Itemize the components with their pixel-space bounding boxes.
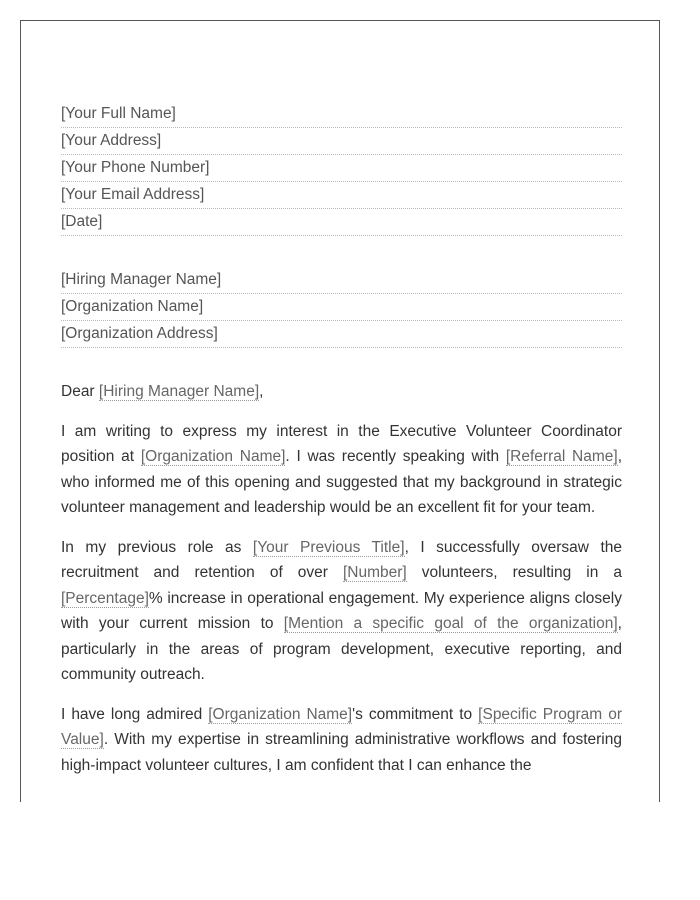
percentage-placeholder[interactable]: [Percentage]: [61, 589, 149, 607]
organization-name-placeholder[interactable]: [Organization Name]: [140, 448, 286, 465]
salutation-name-placeholder[interactable]: [Hiring Manager Name]: [98, 383, 260, 400]
hiring-manager-field[interactable]: [Hiring Manager Name]: [61, 267, 622, 294]
paragraph-text: 's commitment to: [352, 705, 479, 723]
body-paragraph-1: [61, 419, 622, 521]
letter-page: [20, 20, 660, 802]
salutation-prefix: Dear: [61, 383, 99, 400]
previous-title-placeholder[interactable]: [Your Previous Title]: [252, 538, 405, 556]
paragraph-text: , I successfully oversaw the recruitment and retention of over: [61, 538, 622, 581]
salutation: [61, 379, 622, 405]
paragraph-text: In my previous role as: [61, 538, 253, 556]
paragraph-text: . With my expertise in streamlining administrative workflows and fostering high-impact volunteer cultures, I am confident that I can enhance the: [61, 731, 622, 774]
sender-address-field[interactable]: [Your Address]: [61, 128, 622, 155]
sender-phone-field[interactable]: [Your Phone Number]: [61, 155, 622, 182]
paragraph-text: . I was recently speaking with: [285, 448, 506, 465]
paragraph-text: , who informed me of this opening and suggested that my background in strategic volunteer management and leadership would be an excellent fit for your team.: [61, 448, 622, 516]
number-placeholder[interactable]: [Number]: [342, 564, 407, 581]
referral-name-placeholder[interactable]: [Referral Name]: [505, 448, 618, 465]
organization-address-field[interactable]: [Organization Address]: [61, 321, 622, 348]
sender-full-name-field[interactable]: [Your Full Name]: [61, 101, 622, 128]
paragraph-text: volunteers, resulting in a: [406, 564, 622, 581]
sender-block: [61, 101, 622, 236]
salutation-suffix: ,: [259, 383, 264, 400]
recipient-block: [61, 267, 622, 348]
organization-name-placeholder[interactable]: [Organization Name]: [208, 705, 353, 723]
body-paragraph-3: [61, 702, 622, 779]
date-field[interactable]: [Date]: [61, 209, 622, 236]
organization-name-field[interactable]: [Organization Name]: [61, 294, 622, 321]
sender-email-field[interactable]: [Your Email Address]: [61, 182, 622, 209]
paragraph-text: , particularly in the areas of program development, executive reporting, and community outreach.: [61, 615, 622, 683]
paragraph-text: I am writing to express my interest in the Executive Volunteer Coordinator position at: [61, 422, 622, 465]
letter-content: [61, 101, 622, 778]
organization-goal-placeholder[interactable]: [Mention a specific goal of the organization]: [283, 615, 618, 632]
paragraph-text: I have long admired: [61, 705, 209, 723]
paragraph-text: % increase in operational engagement. My experience aligns closely with your current mission to: [61, 589, 622, 632]
body-paragraph-2: [61, 535, 622, 688]
specific-program-placeholder[interactable]: [Specific Program or Value]: [61, 705, 622, 748]
